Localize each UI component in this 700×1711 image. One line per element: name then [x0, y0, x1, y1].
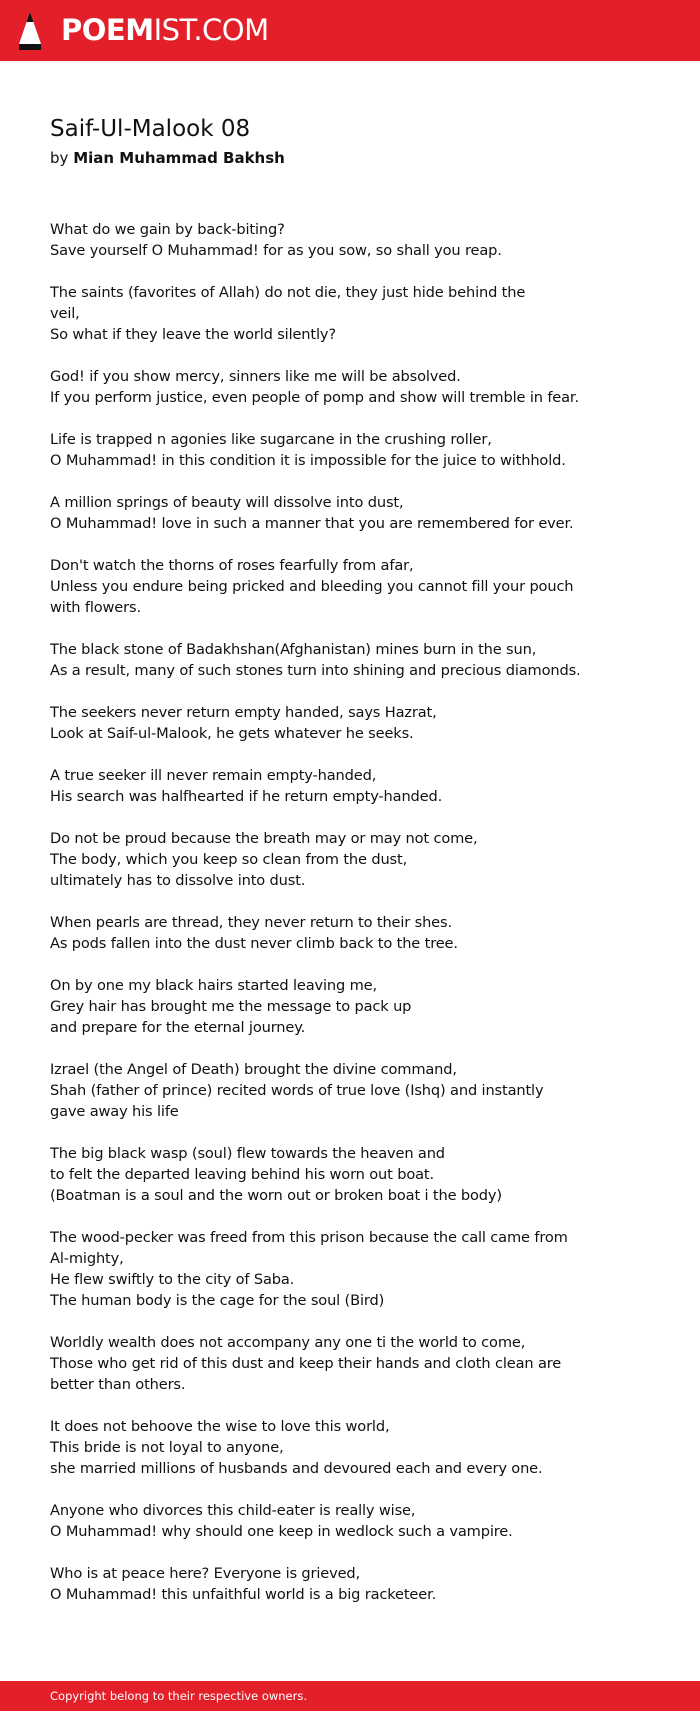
- poem-line: with flowers.: [50, 599, 141, 616]
- poem-line: ultimately has to dissolve into dust.: [50, 872, 306, 889]
- poem-stanza: [50, 429, 650, 471]
- poem-line: to felt the departed leaving behind his worn out boat.: [50, 1166, 434, 1183]
- poem-line: Anyone who divorces this child-eater is really wise,: [50, 1502, 416, 1519]
- poem-stanza: [50, 1143, 650, 1206]
- poem-line: Who is at peace here? Everyone is grieved,: [50, 1565, 361, 1582]
- poem-line: The human body is the cage for the soul (Bird): [50, 1292, 385, 1309]
- logo-light-text: IST.COM: [153, 13, 269, 47]
- poem-stanza: [50, 1416, 650, 1479]
- poem-line: O Muhammad! this unfaithful world is a big racketeer.: [50, 1586, 437, 1603]
- poem-line: Do not be proud because the breath may or may not come,: [50, 830, 478, 847]
- poem-line: On by one my black hairs started leaving me,: [50, 977, 377, 994]
- poem-line: Worldly wealth does not accompany any one ti the world to come,: [50, 1334, 526, 1351]
- poem-line: she married millions of husbands and devoured each and every one.: [50, 1460, 543, 1477]
- poem-line: What do we gain by back-biting?: [50, 221, 285, 238]
- poem-stanza: [50, 1500, 650, 1542]
- poem-line: The seekers never return empty handed, says Hazrat,: [50, 704, 437, 721]
- poem-title: Saif-Ul-Malook 08: [50, 116, 251, 142]
- by-label: by: [50, 149, 69, 167]
- poem-line: gave away his life: [50, 1103, 179, 1120]
- poem-stanza: [50, 219, 650, 261]
- poem-stanza: [50, 702, 650, 744]
- poem-line: The big black wasp (soul) flew towards the heaven and: [50, 1145, 445, 1162]
- poem-stanza: [50, 912, 650, 954]
- poem-stanza: [50, 366, 650, 408]
- site-logo[interactable]: [61, 12, 269, 48]
- poem-line: If you perform justice, even people of pomp and show will tremble in fear.: [50, 389, 579, 406]
- poem-line: O Muhammad! in this condition it is impossible for the juice to withhold.: [50, 452, 566, 469]
- poem-stanza: [50, 1332, 650, 1395]
- copyright-text: Copyright belong to their respective owners.: [50, 1689, 308, 1703]
- poem-byline: [50, 147, 285, 169]
- poem-line: A true seeker ill never remain empty-handed,: [50, 767, 377, 784]
- poem-line: It does not behoove the wise to love this world,: [50, 1418, 390, 1435]
- poem-line: veil,: [50, 305, 80, 322]
- poem-line: As a result, many of such stones turn into shining and precious diamonds.: [50, 662, 581, 679]
- poem-line: Those who get rid of this dust and keep their hands and cloth clean are: [50, 1355, 562, 1372]
- poem-line: Al-mighty,: [50, 1250, 124, 1267]
- poem-line: and prepare for the eternal journey.: [50, 1019, 306, 1036]
- poem-line: The wood-pecker was freed from this prison because the call came from: [50, 1229, 568, 1246]
- poem-line: God! if you show mercy, sinners like me will be absolved.: [50, 368, 461, 385]
- site-footer: [0, 1681, 700, 1711]
- poem-line: The body, which you keep so clean from the dust,: [50, 851, 408, 868]
- poem-stanza: [50, 1227, 650, 1311]
- poem-stanza: [50, 828, 650, 891]
- poem-stanza: [50, 639, 650, 681]
- poem-line: As pods fallen into the dust never climb back to the tree.: [50, 935, 458, 952]
- poem-line: A million springs of beauty will dissolve into dust,: [50, 494, 404, 511]
- poem-stanza: [50, 282, 650, 345]
- poem-line: When pearls are thread, they never return to their shes.: [50, 914, 452, 931]
- poem-stanza: [50, 555, 650, 618]
- poem-line: He flew swiftly to the city of Saba.: [50, 1271, 295, 1288]
- poem-stanza: [50, 975, 650, 1038]
- poem-line: Shah (father of prince) recited words of true love (Ishq) and instantly: [50, 1082, 544, 1099]
- poem-line: Look at Saif-ul-Malook, he gets whatever he seeks.: [50, 725, 414, 742]
- poem-line: Unless you endure being pricked and bleeding you cannot fill your pouch: [50, 578, 574, 595]
- poem-stanza: [50, 1059, 650, 1122]
- poem-line: The black stone of Badakhshan(Afghanistan) mines burn in the sun,: [50, 641, 537, 658]
- poem-line: So what if they leave the world silently?: [50, 326, 336, 343]
- poem-line: His search was halfhearted if he return empty-handed.: [50, 788, 443, 805]
- logo-bold-text: POEM: [61, 13, 154, 47]
- site-header: [0, 0, 700, 61]
- poem-line: Grey hair has brought me the message to pack up: [50, 998, 412, 1015]
- poem-stanza: [50, 492, 650, 534]
- poem-line: The saints (favorites of Allah) do not die, they just hide behind the: [50, 284, 526, 301]
- poem-line: O Muhammad! love in such a manner that you are remembered for ever.: [50, 515, 574, 532]
- author-name: Mian Muhammad Bakhsh: [73, 149, 285, 167]
- poem-line: Izrael (the Angel of Death) brought the divine command,: [50, 1061, 457, 1078]
- poem-line: (Boatman is a soul and the worn out or broken boat i the body): [50, 1187, 502, 1204]
- poem-line: O Muhammad! why should one keep in wedlock such a vampire.: [50, 1523, 513, 1540]
- poem-line: Life is trapped n agonies like sugarcane in the crushing roller,: [50, 431, 492, 448]
- poem-line: Save yourself O Muhammad! for as you sow, so shall you reap.: [50, 242, 502, 259]
- poem-line: This bride is not loyal to anyone,: [50, 1439, 284, 1456]
- poem-line: better than others.: [50, 1376, 186, 1393]
- poem-line: Don't watch the thorns of roses fearfully from afar,: [50, 557, 414, 574]
- poem-body: [50, 219, 650, 1626]
- poem-stanza: [50, 1563, 650, 1605]
- poem-stanza: [50, 765, 650, 807]
- pencil-tip-icon[interactable]: [18, 11, 42, 51]
